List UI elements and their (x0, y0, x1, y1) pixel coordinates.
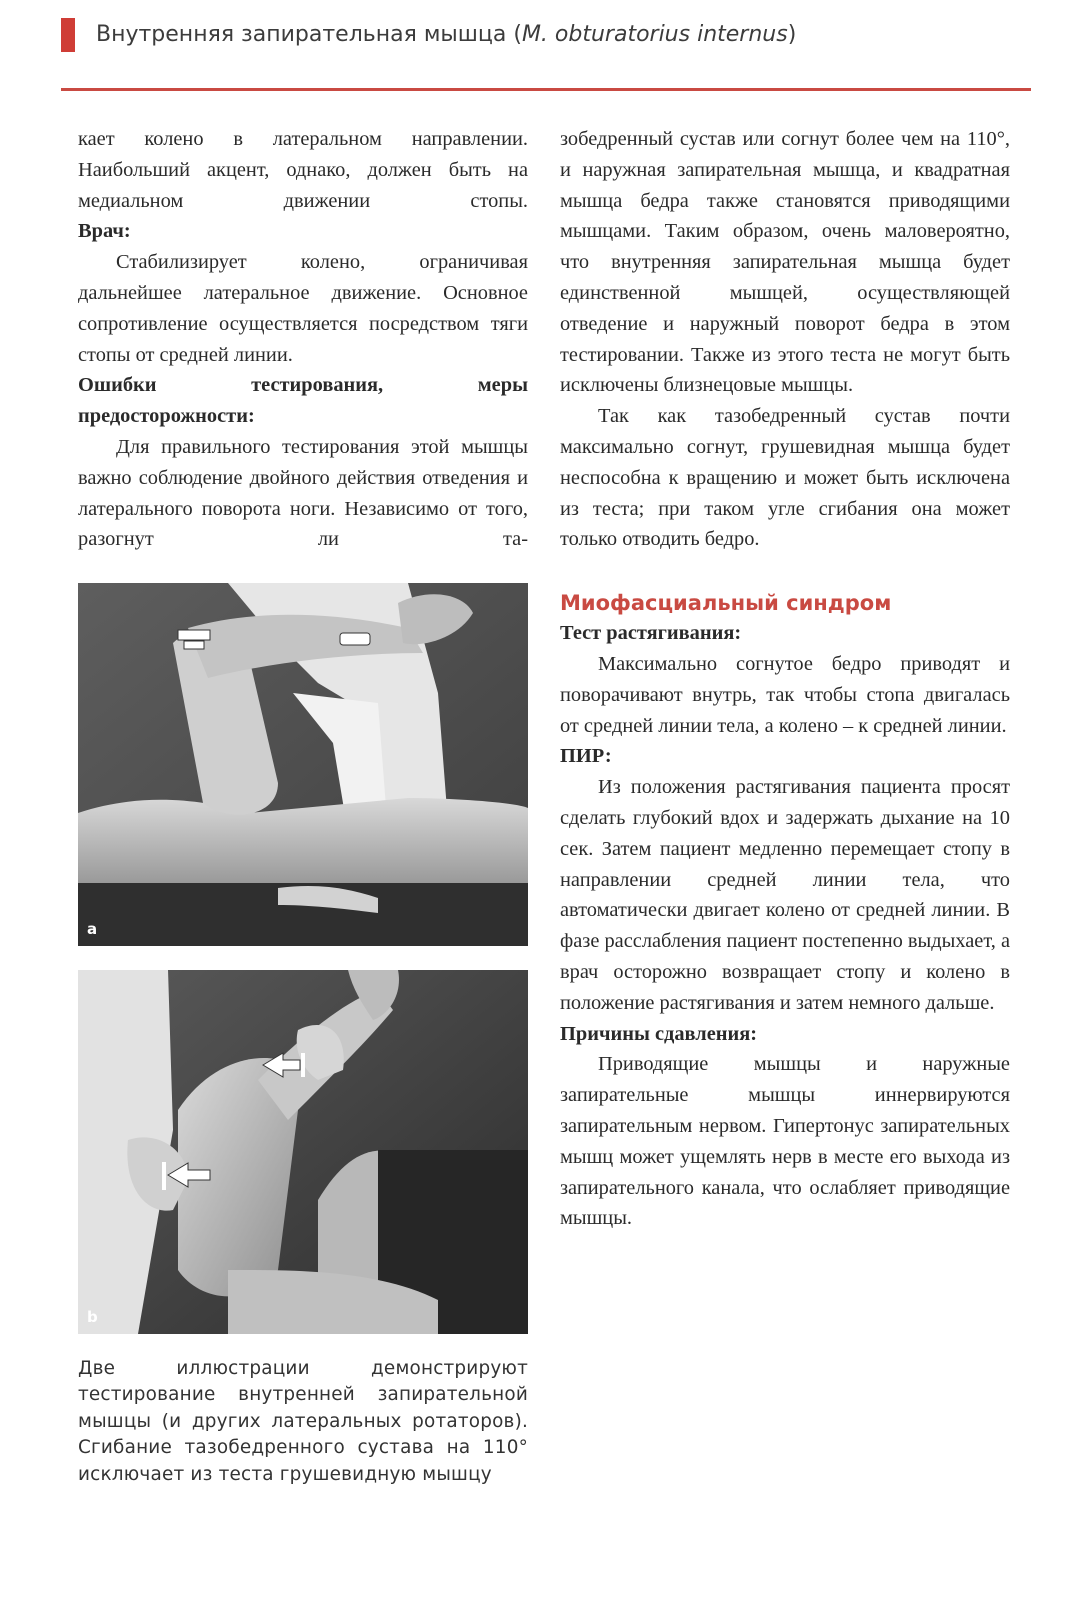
subheading-errors: Ошибки тестирования, меры предосторожности: (78, 374, 528, 428)
header-rule (61, 88, 1031, 91)
paragraph: Стабилизирует колено, ограничивая дальнейшее латеральное движение. Основное сопротивление осуществляется посредством тяги стопы от средней линии. (78, 251, 528, 366)
subheading-compression: Причины сдавления: (560, 1022, 758, 1045)
left-column (78, 124, 528, 555)
paragraph: Для правильного тестирования этой мышцы важно соблюдение двойного действия отведения и латерального поворота ноги. Независимо от того, разогнут ли та- (78, 435, 528, 551)
paragraph: Приводящие мышцы и наружные запирательные мышцы иннервируются запирательным нервом. Гипертонус запирательных мышц может ущемлять нерв в месте его выхода из запирательного канала, что ослабляет приводящие мышцы. (560, 1053, 1010, 1230)
subheading-stretch-test: Тест растягивания: (560, 622, 742, 645)
right-column (560, 124, 1010, 1234)
figure-b-label: b (87, 1308, 98, 1326)
section-title: Миофасциальный синдром (560, 591, 892, 616)
paragraph: Максимально согнутое бедро приводят и поворачивают внутрь, так чтобы стопа двигалась от средней линии тела, а колено – к средней линии. (560, 652, 1010, 737)
paragraph: кает колено в латеральном направлении. Наибольший акцент, однако, должен быть на медиальном движении стопы. (78, 128, 528, 212)
subheading-doctor: Врач: (78, 220, 131, 243)
figure-b-photo (78, 970, 528, 1334)
figure-a-label: a (87, 920, 98, 938)
figure-a-photo (78, 583, 528, 946)
paragraph: зобедренный сустав или согнут более чем на 110°, и наружная запирательная мышца, и квадратная мышца бедра также становятся приводящими мышцами. Таким образом, очень маловероятно, что внутренняя запирательная мышца будет единственной мышцей, осуществляющей отведение и наружный поворот бедра в этом тестировании. Также из этого теста не могут быть исключены близнецовые мышцы. (560, 128, 1010, 397)
running-header: Внутренняя запирательная мышца (M. obturatorius internus) (96, 22, 797, 47)
subheading-pir: ПИР: (560, 745, 612, 768)
header-accent-bar (61, 18, 75, 52)
paragraph: Из положения растягивания пациента просят сделать глубокий вдох и задержать дыхание на 10 сек. Затем пациент медленно перемещает стопу в направлении средней линии тела, что автоматически двигает колено от средней линии. В фазе расслабления пациент постепенно выдыхает, а врач осторожно возвращает стопу и колено в положение растягивания и затем немного дальше. (560, 776, 1010, 1014)
paragraph: Так как тазобедренный сустав почти максимально согнут, грушевидная мышца будет неспособна к вращению и может быть исключена из теста; при таком угле сгибания она может только отводить бедро. (560, 405, 1010, 551)
figure-caption: Две иллюстрации демонстрируют тестирование внутренней запирательной мышцы (и других латеральных ротаторов). Сгибание тазобедренного сустава на 110° исключает из теста грушевидную мышцу (78, 1358, 528, 1485)
